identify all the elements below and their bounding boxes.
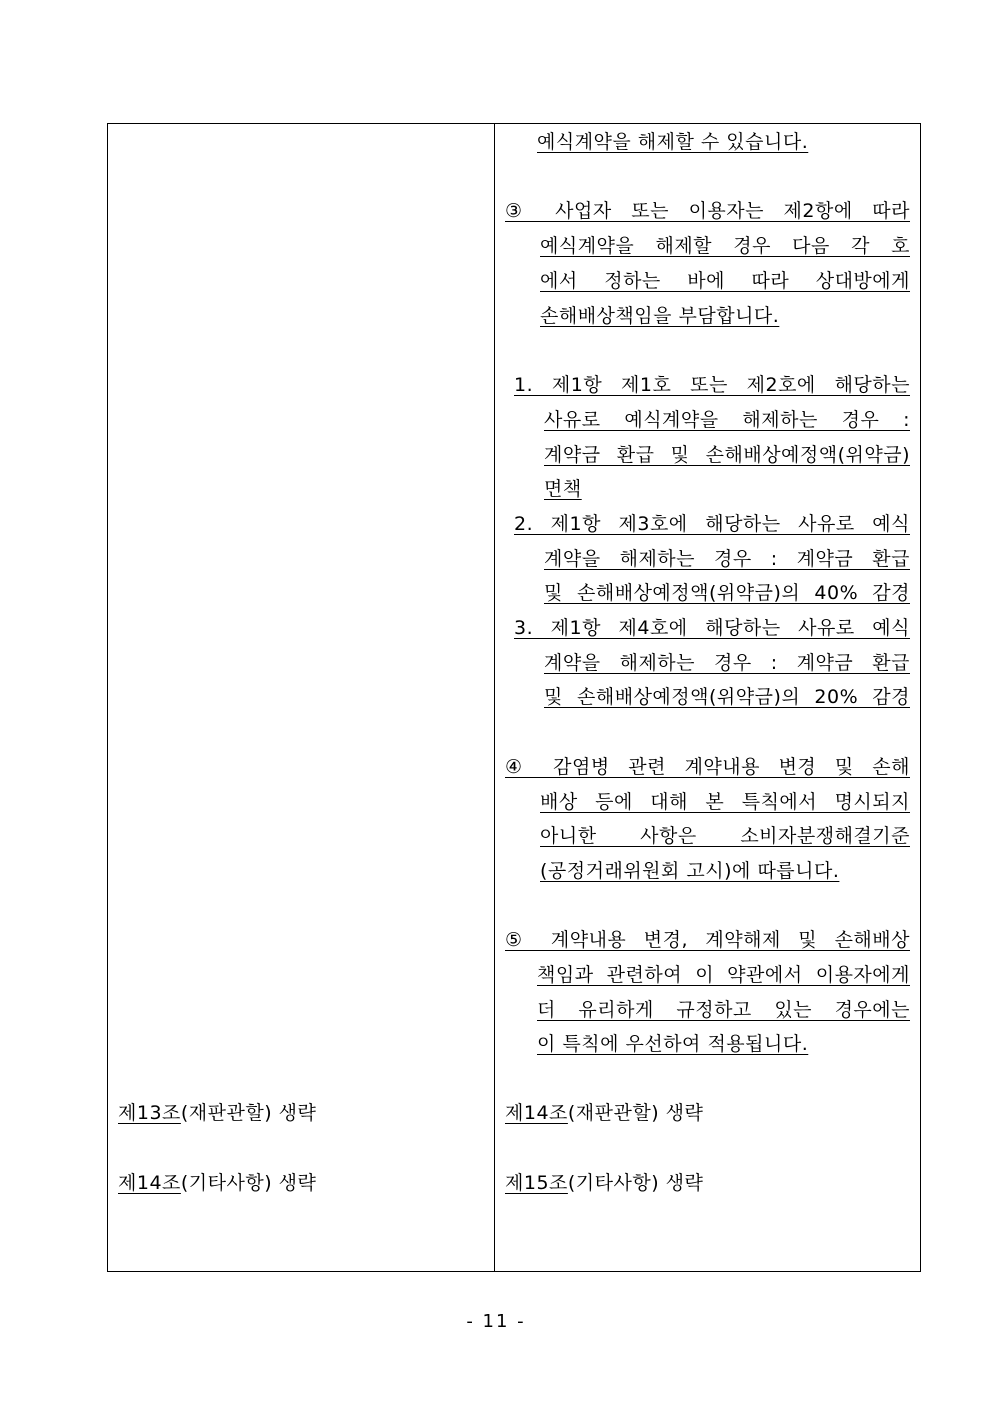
item1-line-4: 면책 bbox=[544, 478, 582, 500]
item3-line-1: 3. 제1항 제4호에 해당하는 사유로 예식 bbox=[514, 617, 910, 639]
right-article-15-title: (기타사항) 생략 bbox=[567, 1172, 704, 1194]
para5-line-1: ⑤ 계약내용 변경, 계약해제 및 손해배상 bbox=[505, 929, 910, 951]
para3-line-4: 손해배상책임을 부담합니다. bbox=[540, 305, 780, 327]
para4-line-4: (공정거래위원회 고시)에 따릅니다. bbox=[540, 860, 840, 882]
para3-line-2: 예식계약을 해제할 경우 다음 각 호 bbox=[540, 235, 910, 257]
item3-line-2: 계약을 해제하는 경우 : 계약금 환급 bbox=[544, 652, 910, 674]
para3-line-3: 에서 정하는 바에 따라 상대방에게 bbox=[540, 270, 910, 292]
para4-line-3: 아니한 사항은 소비자분쟁해결기준 bbox=[540, 825, 910, 847]
para4-line-2: 배상 등에 대해 본 특칙에서 명시되지 bbox=[540, 791, 910, 813]
right-article-14-title: (재판관할) 생략 bbox=[567, 1102, 704, 1124]
para4-line-1: ④ 감염병 관련 계약내용 변경 및 손해 bbox=[505, 756, 910, 778]
item2-line-2: 계약을 해제하는 경우 : 계약금 환급 bbox=[544, 548, 910, 570]
left-article-13-number: 제13조 bbox=[118, 1102, 181, 1124]
column-divider bbox=[494, 124, 495, 1271]
item2-line-3: 및 손해배상예정액(위약금)의 40% 감경 bbox=[544, 582, 910, 604]
left-article-13-title: (재판관할) 생략 bbox=[180, 1102, 317, 1124]
para5-line-4: 이 특칙에 우선하여 적용됩니다. bbox=[537, 1033, 809, 1055]
continued-clause-line: 예식계약을 해제할 수 있습니다. bbox=[537, 131, 809, 153]
left-article-14 bbox=[118, 1171, 316, 1195]
page-number: - 11 - bbox=[466, 1311, 526, 1332]
item2-line-1: 2. 제1항 제3호에 해당하는 사유로 예식 bbox=[514, 513, 910, 535]
left-article-13 bbox=[118, 1101, 316, 1125]
para5-line-2: 책임과 관련하여 이 약관에서 이용자에게 bbox=[537, 964, 910, 986]
para5-line-3: 더 유리하게 규정하고 있는 경우에는 bbox=[537, 999, 910, 1021]
left-article-14-number: 제14조 bbox=[118, 1172, 181, 1194]
item1-line-3: 계약금 환급 및 손해배상예정액(위약금) bbox=[544, 444, 910, 466]
item1-line-2: 사유로 예식계약을 해제하는 경우 : bbox=[544, 409, 910, 431]
right-article-15 bbox=[505, 1171, 703, 1195]
para3-line-1: ③ 사업자 또는 이용자는 제2항에 따라 bbox=[505, 200, 910, 222]
item1-line-1: 1. 제1항 제1호 또는 제2호에 해당하는 bbox=[514, 374, 910, 396]
left-article-14-title: (기타사항) 생략 bbox=[180, 1172, 317, 1194]
item3-line-3: 및 손해배상예정액(위약금)의 20% 감경 bbox=[544, 686, 910, 708]
right-article-15-number: 제15조 bbox=[505, 1172, 568, 1194]
right-article-14 bbox=[505, 1101, 703, 1125]
right-article-14-number: 제14조 bbox=[505, 1102, 568, 1124]
